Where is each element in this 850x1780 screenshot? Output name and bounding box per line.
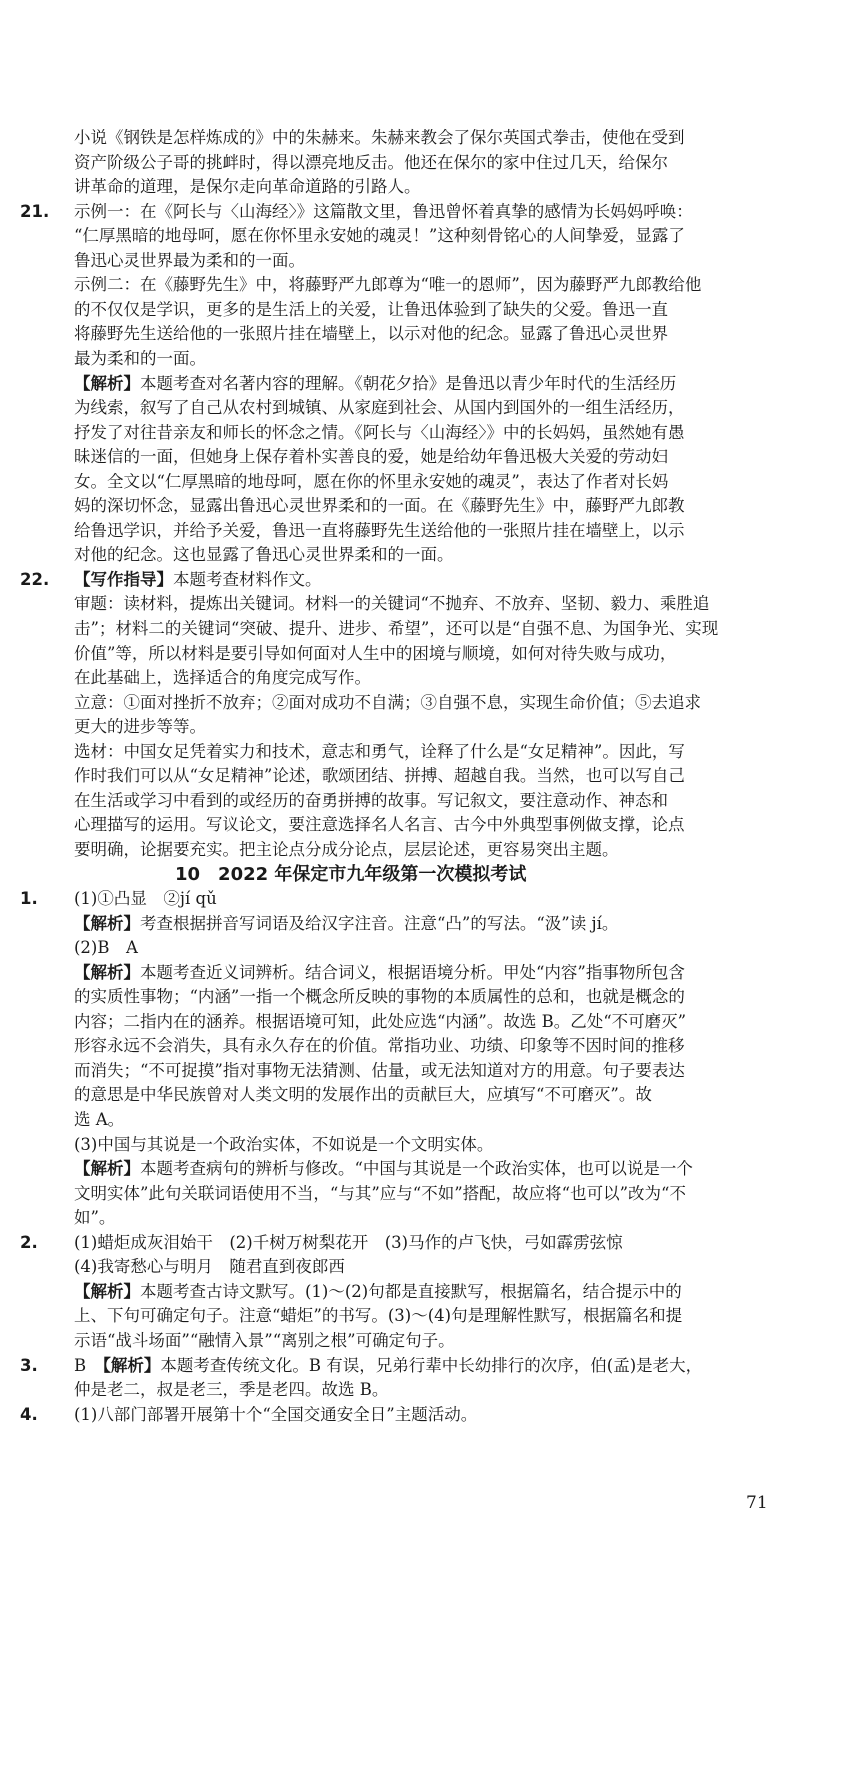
line-text: 在此基础上，选择适合的角度完成写作。 <box>74 668 371 688</box>
line-text: 将藤野先生送给他的一张照片挂在墙壁上，以示对他的纪念。显露了鲁迅心灵世界 <box>74 324 668 344</box>
line-text: 内容；二指内在的涵养。根据语境可知，此处应选“内涵”。故选 B。乙处“不可磨灭” <box>74 1011 687 1031</box>
line-text: 示语“战斗场面”“融情入景”“离别之根”可确定句子。 <box>74 1330 455 1350</box>
question-number: 3. <box>20 1355 38 1375</box>
line-text: 女。全文以“仁厚黑暗的地母呵，愿在你的怀里永安她的魂灵”，表达了作者对长妈 <box>74 471 669 491</box>
analysis-tag: 【解析】 <box>74 1281 140 1301</box>
analysis-tag: 【解析】 <box>74 373 140 393</box>
line-text: 最为柔和的一面。 <box>74 348 206 368</box>
line-text: 资产阶级公子哥的挑衅时，得以漂亮地反击。他还在保尔的家中住过几天，给保尔 <box>74 152 668 172</box>
text-line <box>74 909 618 940</box>
question-number: 1. <box>20 889 38 909</box>
line-text: 为线索，叙写了自己从农村到城镇、从家庭到社会、从国内到国外的一组生活经历， <box>74 398 685 418</box>
line-text: 讲革命的道理，是保尔走向革命道路的引路人。 <box>74 177 421 197</box>
line-text: 本题考查病句的辨析与修改。“中国与其说是一个政治实体，也可以说是一个 <box>140 1159 693 1179</box>
line-text: 给鲁迅学识，并给予关爱，鲁迅一直将藤野先生送给他的一张照片挂在墙壁上，以示 <box>74 520 685 540</box>
line-text: 小说《钢铁是怎样炼成的》中的朱赫来。朱赫来教会了保尔英国式拳击，使他在受到 <box>74 128 685 147</box>
line-text: 昧迷信的一面，但她身上保存着朴实善良的爱，她是给幼年鲁迅极大关爱的劳动妇 <box>74 447 668 467</box>
analysis-tag: 【解析】 <box>74 1159 140 1179</box>
line-text: “仁厚黑暗的地母呵，愿在你怀里永安她的魂灵！”这种刻骨铭心的人间挚爱，显露了 <box>74 226 685 246</box>
line-text: 心理描写的运用。写议论文，要注意选择名人名言、古今中外典型事例做支撑，论点 <box>74 815 685 835</box>
line-text: (1)八部门部署开展第十个“全国交通安全日”主题活动。 <box>74 1404 478 1424</box>
line-text: 如”。 <box>74 1208 116 1228</box>
line-text: 立意：①面对挫折不放弃；②面对成功不自满；③自强不息，实现生命价值；⑤去追求 <box>74 692 701 712</box>
line-text: 妈的深切怀念，显露出鲁迅心灵世界柔和的一面。在《藤野先生》中，藤野严九郎教 <box>74 496 685 516</box>
line-text: 审题：读材料，提炼出关键词。材料一的关键词“不抛弃、不放弃、坚韧、毅力、乘胜追 <box>74 594 710 614</box>
analysis-tag: 【解析】 <box>102 1355 161 1375</box>
line-text: 鲁迅心灵世界最为柔和的一面。 <box>74 250 305 270</box>
line-text: 仲是老二，叔是老三，季是老四。故选 B。 <box>74 1380 389 1400</box>
text-line <box>74 1400 477 1431</box>
line-text: 选 A。 <box>74 1110 125 1129</box>
line-text: (1)①凸显 ②jí qǔ <box>74 889 217 909</box>
line-text: B <box>74 1355 103 1375</box>
line-text: 抒发了对往昔亲友和师长的怀念之情。《阿长与〈山海经〉》中的长妈妈，虽然她有愚 <box>74 422 685 442</box>
line-text: 本题考查近义词辨析。结合词义，根据语境分析。甲处“内容”指事物所包含 <box>140 962 685 982</box>
page-number: 71 <box>746 1493 768 1513</box>
text-line <box>74 1080 652 1111</box>
line-text: 对他的纪念。这也显露了鲁迅心灵世界柔和的一面。 <box>74 545 454 565</box>
line-text: 示例二：在《藤野先生》中，将藤野严九郎尊为“唯一的恩师”，因为藤野严九郎教给他 <box>74 275 702 295</box>
line-text: (3)中国与其说是一个政治实体，不如说是一个文明实体。 <box>74 1134 494 1154</box>
line-text: 的意思是中华民族曾对人类文明的发展作出的贡献巨大，应填写“不可磨灭”。故 <box>74 1085 652 1105</box>
line-text: 的不仅仅是学识，更多的是生活上的关爱，让鲁迅体验到了缺失的父爱。鲁迅一直 <box>74 299 668 319</box>
line-text: 本题考查材料作文。 <box>173 569 322 589</box>
line-text: 上、下句可确定句子。注意“蜡炬”的书写。(3)～(4)句是理解性默写，根据篇名和提 <box>74 1306 683 1326</box>
line-text: 更大的进步等等。 <box>74 717 206 737</box>
line-text: 选材：中国女足凭着实力和技术，意志和勇气，诠释了什么是“女足精神”。因此，写 <box>74 741 685 761</box>
line-text: (2)B A <box>74 938 138 958</box>
line-text: 考查根据拼音写词语及给汉字注音。注意“凸”的写法。“汲”读 jí。 <box>140 913 619 933</box>
line-text: 的实质性事物；“内涵”一指一个概念所反映的事物的本质属性的总和，也就是概念的 <box>74 987 685 1007</box>
line-text: 而消失；“不可捉摸”指对事物无法猜测、估量，或无法知道对方的用意。句子要表达 <box>74 1060 685 1080</box>
analysis-tag: 【解析】 <box>74 962 140 982</box>
question-number: 2. <box>20 1232 38 1252</box>
line-text: 本题考查传统文化。B 有误，兄弟行辈中长幼排行的次序，伯(孟)是老大， <box>160 1355 703 1375</box>
line-text: 击”；材料二的关键词“突破、提升、进步、希望”，还可以是“自强不息、为国争光、实现 <box>74 619 719 638</box>
line-text: 价值”等，所以材料是要引导如何面对人生中的困境与顺境，如何对待失败与成功， <box>74 643 677 663</box>
question-number: 4. <box>20 1404 38 1424</box>
line-text: 作时我们可以从“女足精神”论述，歌颂团结、拼搏、超越自我。当然，也可以写自己 <box>74 766 685 786</box>
line-text: (4)我寄愁心与明月 随君直到夜郎西 <box>74 1257 345 1277</box>
line-text: 形容永远不会消失，具有永久存在的价值。常指功业、功绩、印象等不因时间的推移 <box>74 1036 685 1056</box>
line-text: 要明确，论据要充实。把主论点分成分论点，层层论述，更容易突出主题。 <box>74 839 619 859</box>
analysis-tag: 【解析】 <box>74 913 140 933</box>
line-text: 本题考查对名著内容的理解。《朝花夕拾》是鲁迅以青少年时代的生活经历 <box>140 373 677 393</box>
line-text: (1)蜡炬成灰泪始干 (2)千树万树梨花开 (3)马作的卢飞快，弓如霹雳弦惊 <box>74 1232 623 1252</box>
line-text: 文明实体”此句关联词语使用不当，“与其”应与“不如”搭配，故应将“也可以”改为“不 <box>74 1183 686 1203</box>
line-text: 本题考查古诗文默写。(1)～(2)句都是直接默写，根据篇名，结合提示中的 <box>140 1281 682 1301</box>
line-text: 在生活或学习中看到的或经历的奋勇拼搏的故事。写记叙文，要注意动作、神态和 <box>74 790 668 810</box>
line-text: 示例一：在《阿长与〈山海经〉》这篇散文里，鲁迅曾怀着真挚的感情为长妈妈呼唤： <box>74 201 693 221</box>
text-line <box>74 1179 686 1210</box>
question-number: 22. <box>20 569 50 589</box>
section-heading: 10 2022 年保定市九年级第一次模拟考试 <box>175 863 527 885</box>
analysis-tag: 【写作指导】 <box>74 569 173 589</box>
question-number: 21. <box>20 201 50 221</box>
